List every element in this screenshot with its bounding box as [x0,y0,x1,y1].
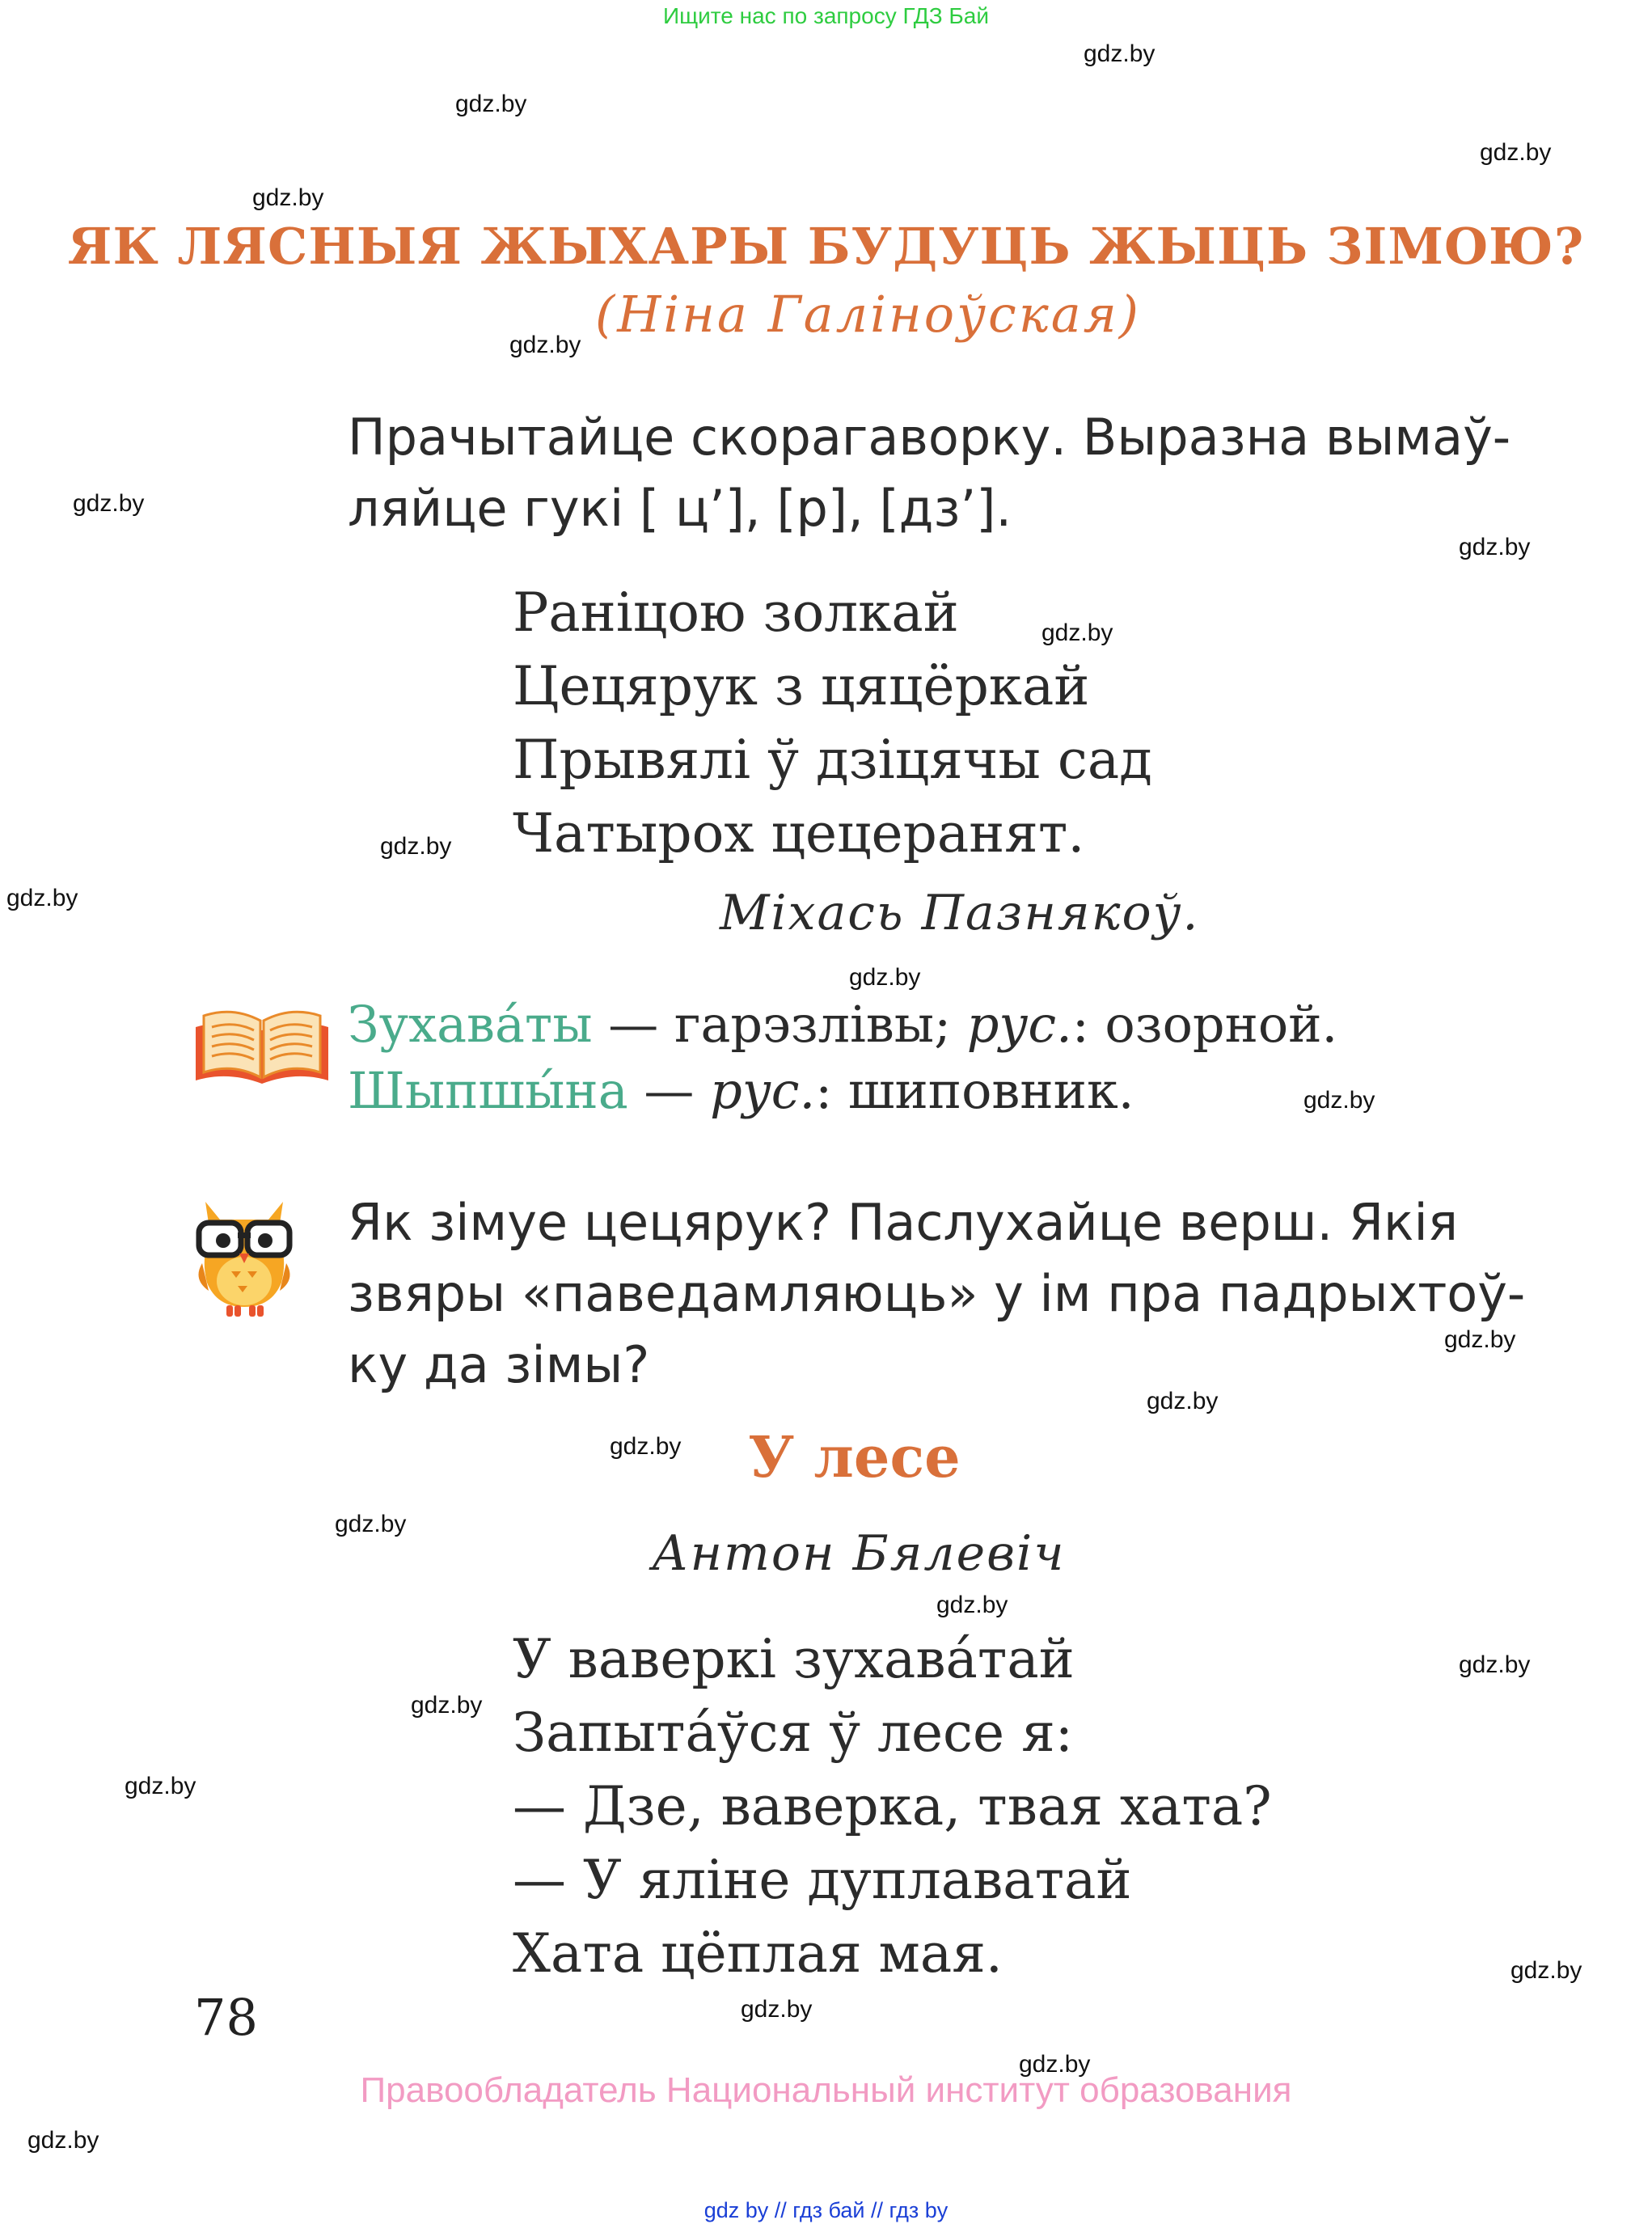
watermark: gdz.by [411,1692,483,1719]
title-author: (Ніна Галіноўская) [595,285,1141,344]
poem-line: — Дзе, ваверка, твая хата? [513,1775,1272,1837]
poem-line: — У яліне дуплаватай [513,1849,1132,1911]
poem-line: Запыта́ўся ў лесе я: [513,1702,1073,1764]
poem-line: Хата цёплая мая. [513,1922,1003,1985]
watermark: gdz.by [1303,1087,1375,1114]
poem-line: У ваверкі зухава́тай [513,1628,1075,1690]
task-1 [348,402,1510,544]
watermark: gdz.by [509,332,581,358]
poem-author: Антон Бялевіч [652,1525,1066,1582]
poem [513,1622,1272,1990]
watermark: gdz.by [252,184,324,211]
watermark: gdz.by [380,833,452,860]
task-1-line: ляйце гукі [ ц’], [р], [дз’]. [348,479,1012,538]
watermark: gdz.by [1459,534,1531,560]
watermark: gdz.by [610,1433,682,1460]
vocab-translation: : шиповник. [815,1061,1134,1120]
vocab-rus: рус. [966,995,1072,1054]
tongue-twister [513,576,1152,870]
vocab-rus: рус. [710,1061,816,1120]
watermark: gdz.by [1480,139,1552,166]
copyright-notice: Правообладатель Национальный институт образования [360,2070,1292,2110]
watermark: gdz.by [1459,1651,1531,1678]
task-2 [348,1187,1525,1401]
watermark: gdz.by [936,1592,1008,1618]
watermark: gdz.by [1444,1326,1516,1353]
watermark: gdz.by [27,2127,99,2154]
poem-line: Цецярук з цяцёркай [513,655,1090,717]
vocab-term: Зухава́ты [348,995,593,1054]
watermark: gdz.by [1510,1957,1582,1984]
watermark: gdz.by [1084,40,1156,67]
watermark: gdz.by [125,1773,196,1799]
vocab-row [348,991,1337,1058]
vocabulary [348,991,1337,1124]
watermark: gdz.by [73,490,145,517]
watermark: gdz.by [849,964,921,991]
tongue-twister-author: Міхась Пазнякоў. [720,885,1200,941]
vocab-row [348,1058,1337,1124]
page-title: ЯК ЛЯСНЫЯ ЖЫХАРЫ БУДУЦЬ ЖЫЦЬ ЗІМОЮ? [67,217,1585,276]
watermark: gdz.by [1041,619,1113,646]
vocab-translation: : озорной. [1071,995,1338,1054]
watermark: gdz.by [455,91,527,117]
page-number: 78 [194,1988,258,2047]
task-2-line: Як зімуе цецярук? Паслухайце верш. Якія [348,1193,1458,1252]
task-2-line: ку да зімы? [348,1335,650,1394]
vocab-dash: — [592,995,674,1054]
watermark: gdz.by [1147,1388,1219,1414]
vocab-definition: гарэзлівы; [674,995,967,1054]
watermark: gdz.by [741,1996,813,2023]
poem-title: У лесе [748,1423,961,1490]
task-2-line: звяры «паведамляюць» у ім пра падрыхтоў- [348,1264,1526,1323]
poem-line: Раніцою золкай [513,581,959,644]
footer-links[interactable]: gdz by // гдз бай // гдз by [703,2198,949,2222]
poem-line: Прывялі ў дзіцячы сад [513,729,1152,791]
owl-icon [188,1186,301,1320]
vocab-dash: — [627,1061,711,1120]
poem-line: Чатырох цецеранят. [513,802,1085,865]
watermark: gdz.by [335,1511,407,1537]
watermark: gdz.by [6,885,78,911]
vocab-term: Шыпшы́на [348,1061,628,1120]
top-banner: Ищите нас по запросу ГДЗ Бай [662,3,990,28]
task-1-line: Прачытайце скорагаворку. Выразна вымаў- [348,408,1511,467]
watermark: gdz.by [1019,2051,1091,2078]
open-book-icon [192,1003,332,1092]
